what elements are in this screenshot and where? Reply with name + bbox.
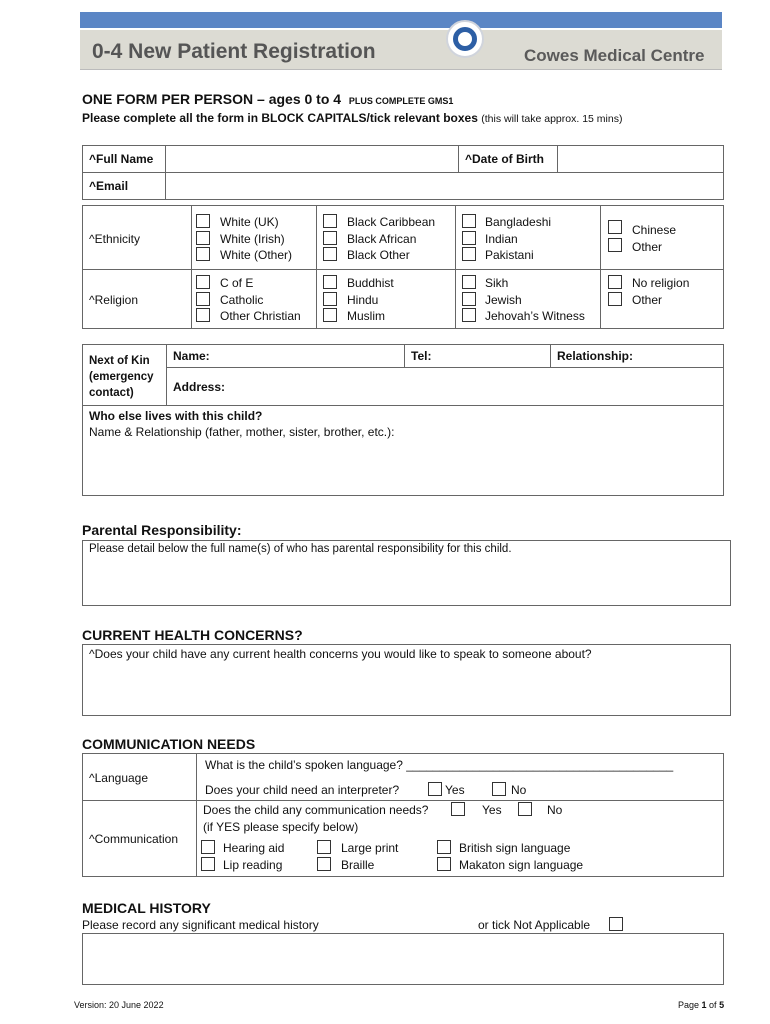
divider	[550, 344, 551, 367]
form-heading-note: PLUS COMPLETE GMS1	[348, 96, 454, 106]
page-number: Page 1 of 5	[678, 1000, 725, 1010]
option-label: Large print	[341, 841, 399, 855]
who-else-label: Who else lives with this child?	[89, 409, 263, 423]
no-label: No	[511, 783, 527, 797]
page-title: 0-4 New Patient Registration	[92, 40, 376, 63]
health-heading: CURRENT HEALTH CONCERNS?	[82, 627, 303, 643]
full-name-field[interactable]	[167, 147, 456, 170]
checkbox-no-religion[interactable]	[608, 275, 622, 289]
checkbox-chinese[interactable]	[608, 220, 622, 234]
option-label: Chinese	[632, 223, 677, 237]
divider	[82, 800, 724, 801]
medical-heading: MEDICAL HISTORY	[82, 900, 211, 916]
checkbox-muslim[interactable]	[323, 308, 337, 322]
divider	[191, 205, 192, 329]
divider	[600, 205, 601, 329]
parental-hint: Please detail below the full name(s) of who has parental responsibility for this child.	[89, 543, 512, 555]
language-question: What is the child’s spoken language? ________________________________________	[205, 758, 674, 772]
checkbox-not-applicable[interactable]	[609, 917, 623, 931]
option-label: Black Other	[347, 248, 410, 262]
checkbox-indian[interactable]	[462, 231, 476, 245]
divider	[82, 269, 724, 270]
parental-heading: Parental Responsibility:	[82, 522, 242, 538]
option-label: Other Christian	[220, 309, 301, 323]
next-of-kin-label: Next of Kin (emergency contact)	[89, 355, 154, 399]
option-label: White (Other)	[220, 248, 293, 262]
option-label: Hindu	[347, 293, 379, 307]
option-label: Makaton sign language	[459, 858, 584, 872]
dob-label: ^Date of Birth	[465, 152, 545, 166]
form-heading: ONE FORM PER PERSON – ages 0 to 4 PLUS COMPLETE GMS1	[82, 91, 454, 107]
divider	[165, 145, 166, 200]
full-name-label: ^Full Name	[89, 152, 154, 166]
option-label: Hearing aid	[223, 841, 285, 855]
checkbox-interpreter-no[interactable]	[492, 782, 506, 796]
checkbox-large-print[interactable]	[317, 840, 331, 854]
version-text: Version: 20 June 2022	[74, 1000, 164, 1010]
divider	[82, 405, 724, 406]
checkbox-black-african[interactable]	[323, 231, 337, 245]
communication-label: ^Communication	[89, 832, 178, 846]
communication-heading: COMMUNICATION NEEDS	[82, 736, 256, 752]
checkbox-hearing-aid[interactable]	[201, 840, 215, 854]
checkbox-interpreter-yes[interactable]	[428, 782, 442, 796]
language-label: ^Language	[89, 771, 149, 785]
checkbox-communication-yes[interactable]	[451, 802, 465, 816]
option-label: Pakistani	[485, 248, 534, 262]
kin-address-label: Address:	[173, 380, 226, 394]
option-label: No religion	[632, 276, 690, 290]
no-label: No	[547, 803, 563, 817]
email-label: ^Email	[89, 179, 129, 193]
option-label: Black African	[347, 232, 417, 246]
medical-history-field[interactable]	[82, 933, 724, 985]
checkbox-white-other[interactable]	[196, 247, 210, 261]
religion-label: ^Religion	[89, 293, 138, 307]
checkbox-black-other[interactable]	[323, 247, 337, 261]
checkbox-other-christian[interactable]	[196, 308, 210, 322]
checkbox-sikh[interactable]	[462, 275, 476, 289]
divider	[166, 367, 724, 368]
email-field[interactable]	[167, 174, 722, 198]
checkbox-c-of-e[interactable]	[196, 275, 210, 289]
form-instruction: Please complete all the form in BLOCK CAPITALS/tick relevant boxes (this will take approx. 15 mins)	[82, 111, 623, 125]
ethnicity-label: ^Ethnicity	[89, 232, 140, 246]
divider	[316, 205, 317, 329]
divider	[404, 344, 405, 367]
checkbox-catholic[interactable]	[196, 292, 210, 306]
communication-hint: (if YES please specify below)	[203, 820, 359, 834]
option-label: British sign language	[459, 841, 571, 855]
option-label: Jewish	[485, 293, 522, 307]
checkbox-braille[interactable]	[317, 857, 331, 871]
kin-tel-label: Tel:	[411, 349, 432, 363]
not-applicable-label: or tick Not Applicable	[478, 918, 591, 932]
organisation-name: Cowes Medical Centre	[524, 46, 705, 65]
kin-relationship-label: Relationship:	[557, 349, 634, 363]
option-label: Indian	[485, 232, 518, 246]
divider	[196, 753, 197, 877]
checkbox-makaton-sign-language[interactable]	[437, 857, 451, 871]
who-else-hint: Name & Relationship (father, mother, sister, brother, etc.):	[89, 425, 395, 439]
checkbox-black-caribbean[interactable]	[323, 214, 337, 228]
checkbox-religion-other[interactable]	[608, 292, 622, 306]
logo-ring	[453, 27, 477, 51]
option-label: Lip reading	[223, 858, 283, 872]
who-else-field[interactable]	[84, 442, 722, 494]
yes-label: Yes	[445, 783, 465, 797]
checkbox-white-uk[interactable]	[196, 214, 210, 228]
option-label: White (Irish)	[220, 232, 285, 246]
checkbox-jehovahs-witness[interactable]	[462, 308, 476, 322]
checkbox-jewish[interactable]	[462, 292, 476, 306]
communication-question: Does the child any communication needs?	[203, 803, 429, 817]
option-label: Black Caribbean	[347, 215, 436, 229]
checkbox-bangladeshi[interactable]	[462, 214, 476, 228]
option-label: C of E	[220, 276, 254, 290]
option-label: Other	[632, 240, 663, 254]
checkbox-pakistani[interactable]	[462, 247, 476, 261]
option-label: Jehovah’s Witness	[485, 309, 585, 323]
option-label: Bangladeshi	[485, 215, 552, 229]
health-question: ^Does your child have any current health concerns you would like to speak to someone about?	[89, 647, 592, 661]
option-label: Braille	[341, 858, 375, 872]
divider	[458, 145, 459, 172]
divider	[455, 205, 456, 329]
kin-address-field[interactable]	[230, 369, 722, 403]
checkbox-buddhist[interactable]	[323, 275, 337, 289]
header-bar	[80, 12, 722, 28]
divider	[82, 172, 724, 173]
medical-hint: Please record any significant medical history	[82, 918, 319, 932]
interpreter-question: Does your child need an interpreter?	[205, 783, 400, 797]
option-label: Buddhist	[347, 276, 394, 290]
yes-label: Yes	[482, 803, 502, 817]
option-label: Sikh	[485, 276, 509, 290]
kin-name-label: Name:	[173, 349, 210, 363]
option-label: Muslim	[347, 309, 385, 323]
option-label: White (UK)	[220, 215, 279, 229]
dob-field[interactable]	[559, 147, 722, 170]
option-label: Other	[632, 293, 663, 307]
checkbox-hindu[interactable]	[323, 292, 337, 306]
checkbox-lip-reading[interactable]	[201, 857, 215, 871]
option-label: Catholic	[220, 293, 264, 307]
checkbox-british-sign-language[interactable]	[437, 840, 451, 854]
checkbox-communication-no[interactable]	[518, 802, 532, 816]
divider	[166, 344, 167, 405]
checkbox-white-irish[interactable]	[196, 231, 210, 245]
divider	[557, 145, 558, 172]
checkbox-ethnicity-other[interactable]	[608, 238, 622, 252]
instruction-note: (this will take approx. 15 mins)	[481, 113, 623, 125]
